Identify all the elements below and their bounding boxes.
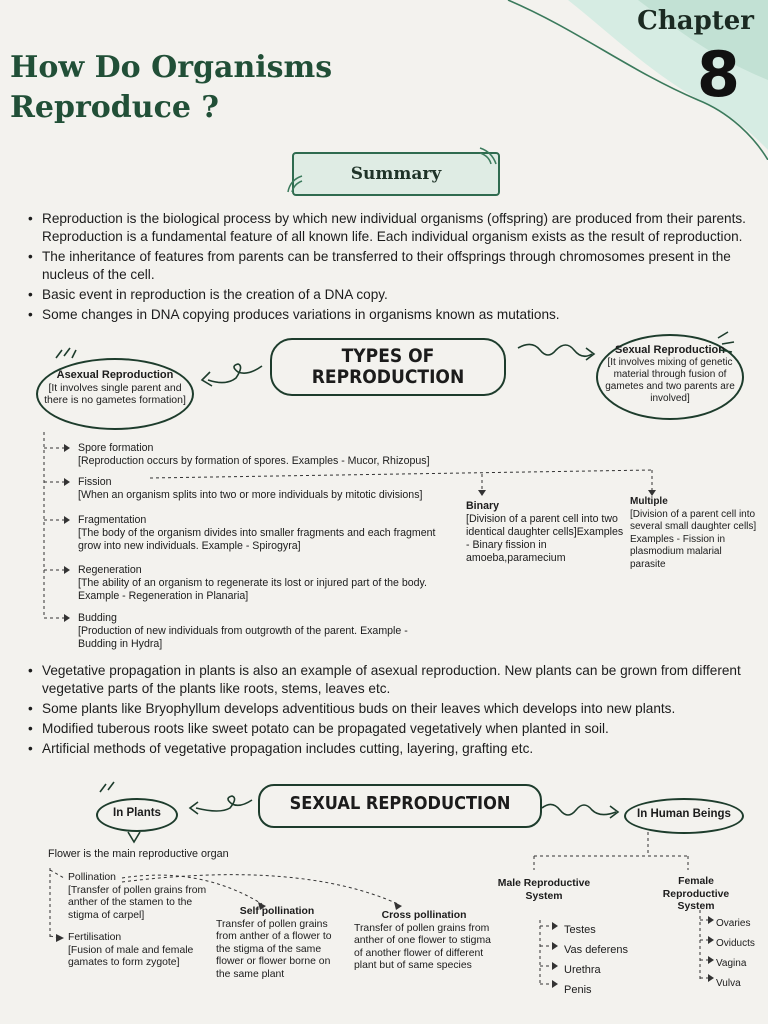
female-organ: Oviducts	[716, 938, 755, 949]
pollination-item	[68, 872, 208, 922]
method-name: Regeneration	[78, 564, 142, 576]
sexual-title: Sexual Reproduction	[614, 344, 726, 356]
summary-bullet: • Reproduction is the biological process by which new individual organisms (offspring) are produced from their parents. Reproduction is a fundamental feature of all known life. Each individual organism exists as the result of reproduction.	[28, 210, 748, 246]
male-organ: Penis	[564, 984, 592, 996]
cross-pollination-desc: Transfer of pollen grains from anther of one flower to stigma of another flower of different plant but of same species	[354, 922, 491, 971]
vegetative-bullet: • Some plants like Bryophyllum develops adventitious buds on their leaves which develops into new plants.	[28, 700, 754, 718]
method-name: Fission	[78, 476, 112, 488]
asexual-desc: [It involves single parent and there is no gametes formation]	[44, 381, 186, 406]
summary-bullet: • Some changes in DNA copying produces variations in organisms known as mutations.	[28, 306, 748, 324]
method-desc: [When an organism splits into two or more individuals by mitotic divisions]	[78, 489, 423, 501]
method-desc: [Reproduction occurs by formation of spores. Examples - Mucor, Rhizopus]	[78, 455, 430, 467]
self-pollination	[216, 906, 338, 981]
vegetative-bullet: • Modified tuberous roots like sweet potato can be propagated vegetatively when planted in soil.	[28, 720, 754, 738]
in-plants-label: In Plants	[113, 807, 161, 819]
method-name: Spore formation	[78, 442, 154, 454]
fertilisation-desc: [Fusion of male and female gamates to form zygote]	[68, 944, 194, 968]
method-name: Budding	[78, 612, 117, 624]
pollination-desc: [Transfer of pollen grains from anther of the stamen to the stigma of carpel]	[68, 884, 207, 921]
male-organs-list	[564, 920, 628, 1000]
self-pollination-title: Self pollination	[239, 906, 315, 917]
chapter-label: Chapter	[637, 6, 754, 36]
binary-title: Binary	[466, 500, 499, 512]
method-desc: [The body of the organism divides into smaller fragments and each fragment grow into new individuals. Example - Spirogyra]	[78, 527, 436, 552]
method-fragmentation	[78, 514, 448, 553]
method-spore-formation	[78, 442, 458, 468]
method-budding	[78, 612, 448, 651]
female-organ: Vulva	[716, 978, 741, 989]
male-organ: Testes	[564, 924, 596, 936]
summary-bullet: • The inheritance of features from parents can be transferred to their offsprings through chromosomes present in the nucleus of the cell.	[28, 248, 748, 284]
method-regeneration	[78, 564, 438, 603]
female-system-title: Female Reproductive System	[662, 876, 730, 912]
multiple-fission	[630, 496, 760, 571]
multiple-desc: [Division of a parent cell into several small daughter cells] Examples - Fission in plasmodium malarial parasite	[630, 508, 757, 570]
summary-bullet: • Basic event in reproduction is the creation of a DNA copy.	[28, 286, 748, 304]
in-humans-label: In Human Beings	[637, 808, 731, 820]
method-desc: [The ability of an organism to regenerate its lost or injured part of the body. Example - Regeneration in Planaria]	[78, 577, 427, 602]
vegetative-bullet: • Vegetative propagation in plants is also an example of asexual reproduction. New plants can be grown from different vegetative parts of the plants like roots, stems, leaves etc.	[28, 662, 754, 698]
chapter-number: 8	[696, 38, 740, 111]
title-line-1: How Do Organisms	[10, 50, 333, 85]
types-banner-line2: REPRODUCTION	[311, 366, 465, 388]
summary-label: Summary	[350, 164, 442, 184]
method-fission	[78, 476, 458, 502]
fertilisation-item	[68, 932, 208, 970]
summary-deco-left	[286, 172, 310, 194]
vegetative-bullets	[28, 662, 754, 760]
flower-note: Flower is the main reproductive organ	[48, 848, 229, 860]
female-organ: Vagina	[716, 958, 747, 969]
summary-bullets	[28, 210, 748, 326]
types-banner-line1: TYPES OF	[341, 345, 435, 367]
page-title	[10, 48, 332, 128]
female-organs-list	[716, 914, 755, 994]
male-organ: Urethra	[564, 964, 601, 976]
multiple-title: Multiple	[630, 496, 668, 507]
method-name: Fragmentation	[78, 514, 147, 526]
fertilisation-name: Fertilisation	[68, 932, 122, 943]
pollination-name: Pollination	[68, 872, 116, 883]
cross-pollination-title: Cross pollination	[381, 910, 467, 921]
cross-pollination	[354, 910, 494, 973]
vegetative-bullet: • Artificial methods of vegetative propagation includes cutting, layering, grafting etc.	[28, 740, 754, 758]
summary-heading	[292, 152, 500, 196]
method-desc: [Production of new individuals from outgrowth of the parent. Example - Budding in Hydra]	[78, 625, 408, 650]
female-organ: Ovaries	[716, 918, 751, 929]
binary-desc: [Division of a parent cell into two identical daughter cells]Examples - Binary fission in amoeba,paramecium	[466, 513, 624, 564]
title-line-2: Reproduce ?	[10, 90, 219, 125]
male-organ: Vas deferens	[564, 944, 629, 956]
sexual-desc: [It involves mixing of genetic material through fusion of gametes and two parents are involved]	[605, 357, 735, 404]
asexual-title: Asexual Reproduction	[56, 369, 174, 381]
male-system-title: Male Reproductive System	[497, 878, 591, 902]
self-pollination-desc: Transfer of pollen grains from anther of a flower to the stigma of the same flower or flower borne on the same plant	[216, 918, 332, 980]
sexual-banner-label: SEXUAL REPRODUCTION	[289, 793, 511, 814]
summary-deco-right	[476, 146, 500, 168]
binary-fission	[466, 500, 624, 565]
